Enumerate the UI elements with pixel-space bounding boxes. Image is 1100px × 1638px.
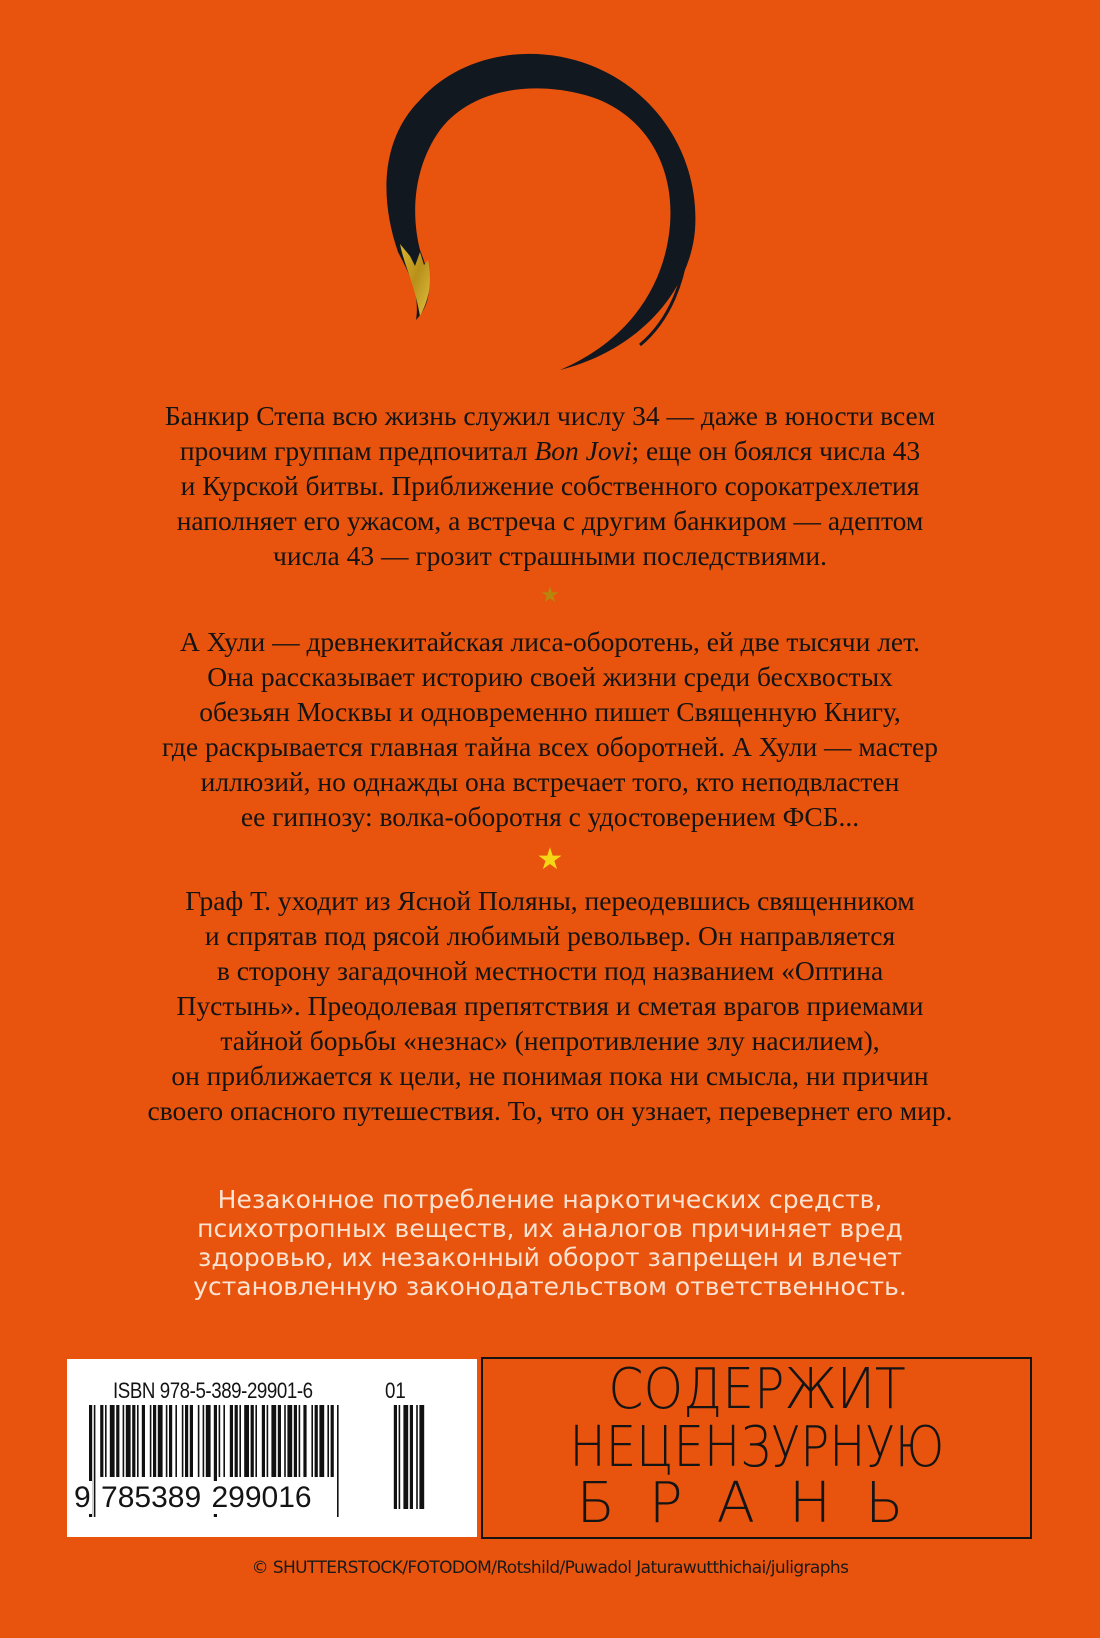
text-line: и спрятав под рясой любимый револьвер. Он направляется (204, 920, 896, 951)
barcode-bar (137, 1405, 139, 1477)
barcode-bar (315, 1405, 318, 1477)
text-line: числа 43 — грозит страшными последствиями. (273, 540, 827, 571)
star-separator-icon: ★ (540, 583, 560, 608)
barcode-bar (169, 1405, 172, 1477)
barcode-bar (244, 1405, 249, 1477)
barcode-bar (132, 1405, 135, 1477)
text-line: Граф Т. уходит из Ясной Поляны, переодевшись священником (185, 885, 915, 916)
barcode-bar (142, 1405, 145, 1477)
barcode-bar (235, 1405, 238, 1477)
barcode-bar (399, 1405, 401, 1509)
barcode-bar (251, 1405, 254, 1477)
barcode-bar (190, 1405, 193, 1477)
text-span: ; еще он боялся числа 43 (631, 435, 921, 466)
barcode-bar (219, 1405, 221, 1477)
label-line: СОДЕРЖИТ (608, 1357, 906, 1422)
text-line: иллюзий, но однажды она встречает того, кто неподвластен (200, 766, 900, 797)
explicit-language-label (481, 1357, 1032, 1539)
barcode-bar (230, 1405, 233, 1477)
text-line: психотропных веществ, их аналогов причиняет вред (197, 1214, 903, 1243)
barcode-bar (416, 1405, 418, 1509)
text-line: наполняет его ужасом, а встреча с другим банкиром — адептом (176, 505, 924, 536)
barcode-bar (327, 1405, 329, 1477)
barcode-bar (278, 1405, 281, 1477)
text-line: Банкир Степа всю жизнь служил числу 34 — даже в юности всем (164, 400, 936, 431)
barcode-bar (175, 1405, 177, 1477)
band-name: Bon Jovi (534, 435, 632, 466)
barcode-bar (126, 1405, 131, 1477)
barcode-bar (331, 1405, 334, 1477)
text-line: и Курской битвы. Приближение собственного сорокатрехлетия (180, 470, 920, 501)
barcode-bar (158, 1405, 163, 1477)
blurb-paragraph-1 (0, 398, 1100, 573)
barcode-bar (284, 1405, 286, 1477)
barcode-bar (123, 1405, 125, 1477)
barcode-digit-group: 785389 (101, 1481, 202, 1514)
barcode-bar (403, 1405, 408, 1509)
enso-fox-tail-illustration (340, 30, 720, 380)
text-line: где раскрывается главная тайна всех оборотней. А Хули — мастер (161, 731, 939, 762)
drug-warning (0, 1185, 1100, 1301)
barcode-bar (116, 1405, 119, 1477)
barcode-bar (223, 1405, 225, 1477)
photo-credit: © SHUTTERSTOCK/FOTODOM/Rotshild/Puwadol Jaturawutthichai/juligraphs (251, 1558, 849, 1578)
barcode-digit-group: 299016 (211, 1481, 312, 1514)
barcode-bar (319, 1405, 324, 1477)
barcode-bar (337, 1405, 339, 1517)
barcode-bar (419, 1405, 424, 1509)
blurb-paragraph-2 (0, 624, 1100, 834)
text-line: А Хули — древнекитайская лиса-оборотень, ей две тысячи лет. (180, 626, 920, 657)
text-line (0, 433, 1100, 468)
star-separator-icon: ★ (536, 842, 564, 877)
barcode-bar (100, 1405, 103, 1477)
barcode-bar (182, 1405, 184, 1477)
text-line: своего опасного путешествия. То, что он узнает, перевернет его мир. (147, 1095, 953, 1126)
barcode-digits (73, 1481, 313, 1515)
label-line: НЕЦЕНЗУРНУЮ (569, 1415, 945, 1480)
isbn-barcode (67, 1359, 477, 1537)
addon-label: 01 (385, 1378, 406, 1403)
barcode-bar (110, 1405, 115, 1477)
blurb-paragraph-3 (0, 883, 1100, 1128)
barcode-bar (299, 1405, 301, 1477)
barcode-digit-group: 9 (74, 1481, 91, 1514)
barcode-bar (303, 1405, 306, 1477)
barcode-bar (262, 1405, 265, 1477)
barcode-bar (394, 1405, 397, 1509)
text-line: Она рассказывает историю своей жизни среди бесхвостых (207, 661, 893, 692)
barcode-bar (311, 1405, 313, 1477)
text-line: установленную законодательством ответственность. (193, 1272, 907, 1301)
barcode-bar (239, 1405, 241, 1477)
barcode-bar (410, 1405, 413, 1509)
barcode-bar (287, 1405, 292, 1477)
barcode-bar (198, 1405, 200, 1477)
barcode-bar (185, 1405, 188, 1477)
text-line: он приближается к цели, не понимая пока ни смысла, ни причин (171, 1060, 929, 1091)
isbn-label: ISBN 978-5-389-29901-6 (113, 1378, 313, 1403)
barcode-bar (105, 1405, 107, 1477)
barcode-bar (271, 1405, 276, 1477)
label-line: БРАНЬ (576, 1471, 938, 1536)
barcode-bar (166, 1405, 168, 1477)
text-line: в сторону загадочной местности под названием «Оптина (216, 955, 884, 986)
text-line: обезьян Москвы и одновременно пишет Священную Книгу, (199, 696, 901, 727)
text-line: ее гипнозу: волка-оборотня с удостоверением ФСБ... (240, 801, 860, 832)
barcode-bar (150, 1405, 152, 1477)
barcode-bar (203, 1405, 205, 1477)
text-line: Пустынь». Преодолевая препятствия и сметая врагов приемами (176, 990, 924, 1021)
text-line: Незаконное потребление наркотических средств, (217, 1185, 883, 1214)
barcode-bar (294, 1405, 297, 1477)
text-line: здоровью, их незаконный оборот запрещен и влечет (198, 1243, 902, 1272)
barcode-bar (206, 1405, 211, 1477)
text-line: тайной борьбы «незнас» (непротивление злу насилием), (220, 1025, 880, 1056)
barcode-bar (153, 1405, 156, 1477)
text-span: прочим группам предпочитал (179, 435, 535, 466)
barcode-bar (267, 1405, 269, 1477)
barcode-bar (255, 1405, 257, 1477)
